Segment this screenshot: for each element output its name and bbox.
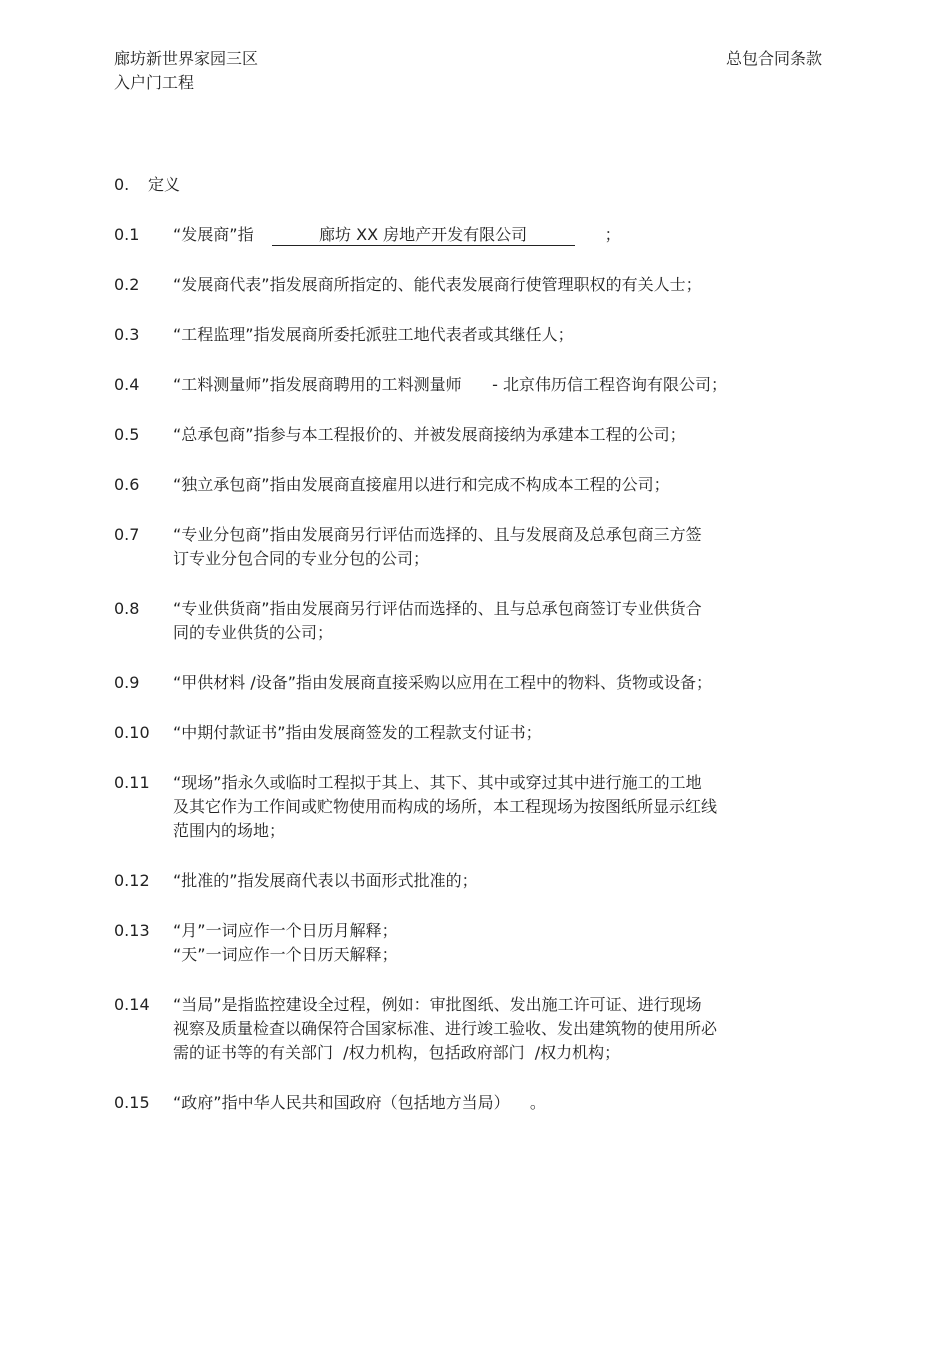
clause-text [173,323,814,347]
clause-text [173,671,814,695]
clause-line: “发展商代表”指发展商所指定的、能代表发展商行使管理职权的有关人士； [173,275,702,294]
clause-0-2 [114,273,814,297]
clause-number: 0.13 [114,921,150,940]
clause-text [173,273,814,297]
clause-0-4 [114,373,814,397]
clause-line: “政府”指中华人民共和国政府（包括地方当局） 。 [173,1093,546,1112]
definitions-list [114,223,814,1141]
clause-line: “中期付款证书”指由发展商签发的工程款支付证书； [173,723,542,742]
clause-number: 0.15 [114,1093,150,1112]
clause-0-11 [114,771,814,843]
clause-text [173,1091,814,1115]
clause-number: 0.3 [114,325,140,344]
section-title: 定义 [148,175,181,194]
clause-0-7 [114,523,814,571]
clause-number: 0.12 [114,871,150,890]
clause-0-10 [114,721,814,745]
clause-line: “专业供货商”指由发展商另行评估而选择的、且与总承包商签订专业供货合 [173,599,702,618]
clause-line: “独立承包商”指由发展商直接雇用以进行和完成不构成本工程的公司； [173,475,670,494]
clause-number: 0.5 [114,425,140,444]
clause-text [173,993,814,1065]
clause-line: “工程监理”指发展商所委托派驻工地代表者或其继任人； [173,325,574,344]
clause-0-3 [114,323,814,347]
clause-suffix: ； [604,225,621,244]
clause-0-13 [114,919,814,967]
clause-text [173,523,814,571]
clause-prefix: “发展商”指 [173,225,254,244]
clause-0-9 [114,671,814,695]
clause-line: 订专业分包合同的专业分包的公司； [173,549,430,568]
clause-number: 0.10 [114,723,150,742]
clause-number: 0.1 [114,225,140,244]
header-document-title: 总包合同条款 [725,49,822,68]
clause-0-12 [114,869,814,893]
clause-line: “总承包商”指参与本工程报价的、并被发展商接纳为承建本工程的公司； [173,425,686,444]
clause-0-6 [114,473,814,497]
clause-line: “批准的”指发展商代表以书面形式批准的； [173,871,478,890]
clause-line: “甲供材料 /设备”指由发展商直接采购以应用在工程中的物料、货物或设备； [173,673,713,692]
clause-0-8 [114,597,814,645]
clause-line: “专业分包商”指由发展商另行评估而选择的、且与发展商及总承包商三方签 [173,525,702,544]
clause-0-14 [114,993,814,1065]
clause-text [173,223,814,247]
clause-line: “月”一词应作一个日历月解释； [173,921,398,940]
clause-line: “工料测量师”指发展商聘用的工料测量师 - 北京伟历信工程咨询有限公司； [173,375,727,394]
clause-line: “天”一词应作一个日历天解释； [173,945,398,964]
clause-line: 同的专业供货的公司； [173,623,334,642]
clause-number: 0.6 [114,475,140,494]
header-left [114,47,258,95]
section-number: 0. [114,175,130,194]
header-project-name: 廊坊新世界家园三区 [114,49,259,68]
clause-number: 0.11 [114,773,150,792]
clause-0-5 [114,423,814,447]
clause-text [173,597,814,645]
clause-line: “现场”指永久或临时工程拟于其上、其下、其中或穿过其中进行施工的工地 [173,773,702,792]
clause-number: 0.2 [114,275,140,294]
clause-text [173,473,814,497]
section-heading [114,173,180,197]
clause-text [173,919,814,967]
clause-number: 0.7 [114,525,140,544]
clause-number: 0.14 [114,995,150,1014]
clause-line: 视察及质量检查以确保符合国家标准、进行竣工验收、发出建筑物的使用所必 [173,1019,718,1038]
clause-line: 及其它作为工作间或贮物使用而构成的场所，本工程现场为按图纸所显示红线 [173,797,718,816]
clause-line: 范围内的场地； [173,821,286,840]
clause-0-15 [114,1091,814,1115]
clause-number: 0.4 [114,375,140,394]
clause-text [173,869,814,893]
clause-number: 0.9 [114,673,140,692]
developer-name-fill: 廊坊 XX 房地产开发有限公司 [272,225,575,246]
clause-text [173,721,814,745]
clause-line: 需的证书等的有关部门 /权力机构，包括政府部门 /权力机构； [173,1043,621,1062]
header-project-subtitle: 入户门工程 [114,73,195,92]
clause-line: “当局”是指监控建设全过程，例如：审批图纸、发出施工许可证、进行现场 [173,995,702,1014]
clause-0-1 [114,223,814,247]
clause-text [173,423,814,447]
clause-text [173,771,814,843]
clause-text [173,373,814,397]
clause-number: 0.8 [114,599,140,618]
